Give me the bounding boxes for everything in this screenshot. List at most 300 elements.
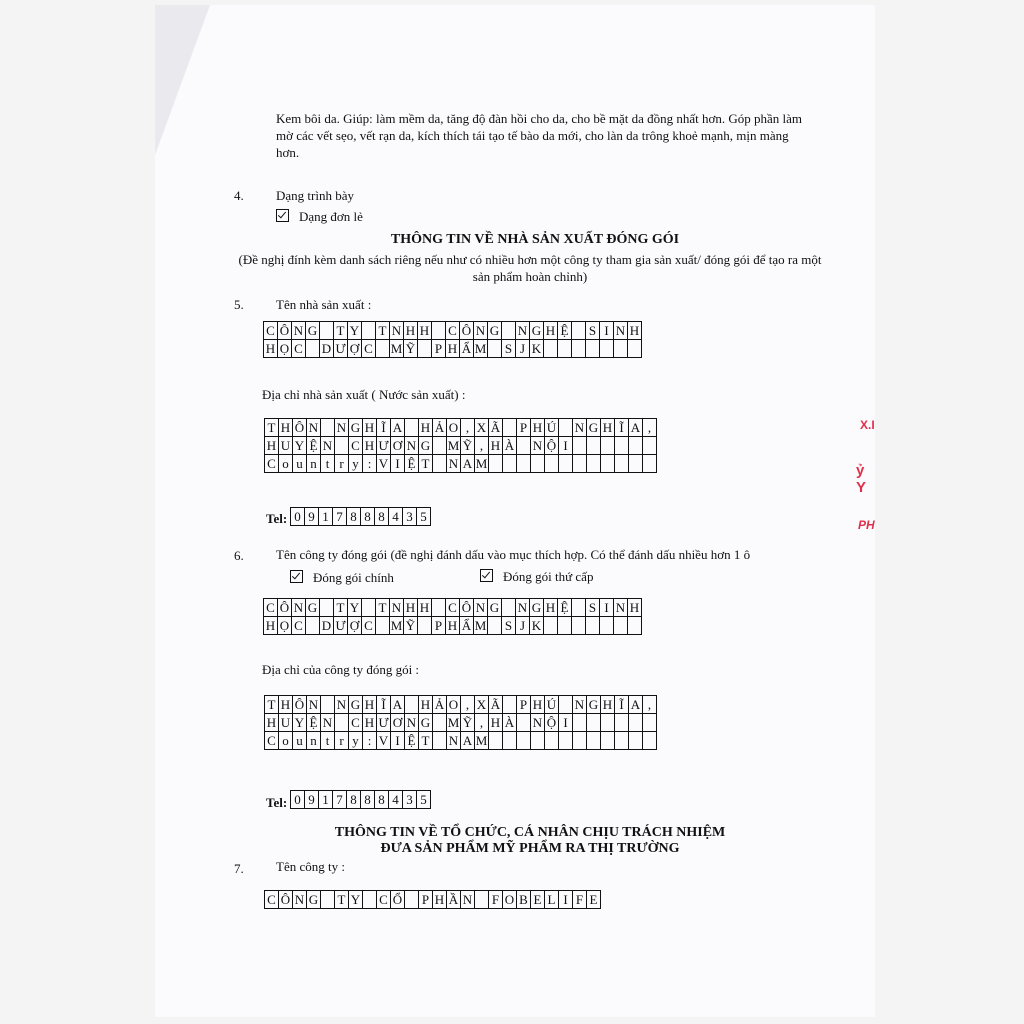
grid-cell: Ỹ — [404, 617, 418, 635]
grid-cell: Ệ — [405, 732, 419, 750]
grid-cell: H — [279, 419, 293, 437]
grid-cell: D — [320, 617, 334, 635]
grid-cell: H — [419, 696, 433, 714]
grid-cell — [601, 455, 615, 473]
grid-cell — [545, 732, 559, 750]
grid-cell: H — [531, 696, 545, 714]
grid-cell: I — [559, 714, 573, 732]
grid-cell — [628, 617, 642, 635]
grid-cell: S — [586, 599, 600, 617]
grid-cell: N — [321, 437, 335, 455]
grid-cell: F — [489, 891, 503, 909]
grid-cell: A — [391, 696, 405, 714]
grid-cell: Ư — [335, 341, 346, 356]
grid-cell: C — [292, 340, 306, 358]
grid-cell: Ệ — [307, 714, 321, 732]
grid-cell: Ô — [460, 322, 474, 340]
grid-cell: 7 — [333, 791, 347, 809]
grid-cell: H — [404, 599, 418, 617]
grid-cell: Y — [348, 599, 362, 617]
grid-cell: Ơ — [391, 437, 405, 455]
grid-cell: 1 — [319, 791, 333, 809]
manufacturer-section-note: (Đề nghị đính kèm danh sách riêng nếu như có nhiều hơn một công ty tham gia sản xuất/ đóng gói để tạo ra một sản phẩm hoàn chỉnh) — [238, 252, 822, 284]
grid-cell: Ộ — [545, 437, 559, 455]
grid-row — [265, 732, 657, 750]
grid-cell: V — [377, 732, 391, 750]
grid-cell: n — [307, 732, 321, 750]
grid-cell: P — [419, 891, 433, 909]
grid-cell — [433, 714, 447, 732]
grid-cell: : — [363, 455, 377, 473]
grid-cell: N — [531, 714, 545, 732]
grid-cell — [517, 714, 531, 732]
grid-cell: O — [447, 419, 461, 437]
grid-cell: G — [587, 419, 601, 437]
checkbox-icon[interactable] — [276, 209, 289, 222]
grid-cell — [488, 617, 502, 635]
grid-cell — [321, 419, 335, 437]
grid-cell: M — [474, 341, 487, 356]
grid-cell: H — [531, 419, 545, 437]
stamp-text-2: ỷ Y — [856, 462, 867, 496]
grid-cell: H — [628, 322, 642, 340]
grid-cell: X — [475, 696, 489, 714]
grid-cell — [572, 340, 586, 358]
grid-cell: , — [643, 419, 657, 437]
grid-cell: N — [307, 696, 321, 714]
grid-cell: H — [433, 891, 447, 909]
grid-cell — [517, 437, 531, 455]
grid-cell — [362, 322, 376, 340]
grid-cell: 9 — [305, 508, 319, 526]
grid-cell: T — [265, 419, 279, 437]
grid-cell: P — [432, 617, 446, 635]
grid-cell: Y — [293, 714, 307, 732]
grid-cell: Ư — [335, 618, 346, 633]
grid-cell: 0 — [291, 791, 305, 809]
grid-cell: M — [390, 341, 403, 356]
packer-name-grid — [263, 598, 642, 635]
grid-cell: G — [530, 599, 544, 617]
grid-cell: M — [447, 715, 460, 730]
grid-cell — [544, 617, 558, 635]
grid-cell: N — [614, 599, 628, 617]
section-7-label: Tên công ty : — [276, 859, 345, 874]
grid-cell: H — [279, 696, 293, 714]
grid-cell — [601, 437, 615, 455]
grid-cell: G — [419, 714, 433, 732]
manufacturer-tel-grid — [290, 507, 431, 526]
grid-cell: Ĩ — [615, 419, 629, 437]
grid-cell — [489, 732, 503, 750]
grid-cell: 8 — [361, 791, 375, 809]
grid-cell: N — [390, 599, 404, 617]
grid-cell: S — [586, 322, 600, 340]
grid-cell: P — [517, 419, 531, 437]
grid-cell: Ộ — [545, 714, 559, 732]
grid-cell: N — [516, 599, 530, 617]
grid-cell: E — [587, 891, 601, 909]
grid-cell: N — [447, 732, 461, 750]
grid-cell: M — [447, 438, 460, 453]
grid-cell — [587, 455, 601, 473]
grid-cell — [558, 617, 572, 635]
checkbox-icon[interactable] — [290, 570, 303, 583]
grid-cell: N — [292, 322, 306, 340]
grid-cell: H — [628, 599, 642, 617]
grid-cell: Ô — [278, 599, 292, 617]
grid-cell — [335, 437, 349, 455]
grid-cell: Ỹ — [461, 437, 475, 455]
grid-cell — [544, 340, 558, 358]
grid-cell: S — [502, 340, 516, 358]
grid-cell — [503, 696, 517, 714]
grid-cell: u — [293, 455, 307, 473]
grid-cell: o — [279, 732, 293, 750]
grid-cell: D — [320, 340, 334, 358]
grid-cell: , — [475, 714, 489, 732]
grid-cell: r — [335, 732, 349, 750]
grid-cell: Ỹ — [404, 340, 418, 358]
grid-cell: 8 — [361, 508, 375, 526]
grid-cell: I — [391, 732, 405, 750]
grid-cell — [600, 617, 614, 635]
grid-cell: N — [321, 714, 335, 732]
manufacturer-address-grid — [264, 418, 657, 473]
grid-cell: C — [377, 891, 391, 909]
grid-cell: G — [587, 696, 601, 714]
section-5-label: Tên nhà sản xuất : — [276, 297, 372, 312]
grid-cell: C — [362, 617, 376, 635]
responsible-section-title-line1: THÔNG TIN VỀ TỔ CHỨC, CÁ NHÂN CHỊU TRÁCH NHIỆM — [334, 825, 726, 840]
stamp-text-1: X.I — [860, 418, 875, 432]
grid-row — [264, 340, 642, 358]
option-label: Đóng gói thứ cấp — [503, 569, 594, 584]
grid-cell — [363, 891, 377, 909]
grid-cell — [572, 617, 586, 635]
grid-cell — [432, 322, 446, 340]
packer-address-grid — [264, 695, 657, 750]
grid-cell — [572, 322, 586, 340]
grid-cell — [559, 732, 573, 750]
grid-cell — [405, 696, 419, 714]
grid-row — [265, 696, 657, 714]
grid-cell: F — [573, 891, 587, 909]
grid-cell: A — [629, 696, 643, 714]
grid-cell — [418, 617, 432, 635]
grid-cell: G — [306, 599, 320, 617]
grid-cell: G — [307, 891, 321, 909]
grid-cell — [615, 732, 629, 750]
grid-cell — [503, 455, 517, 473]
grid-cell: Ổ — [391, 891, 405, 909]
grid-cell: Ệ — [558, 599, 572, 617]
grid-cell — [572, 599, 586, 617]
packing-secondary-option[interactable] — [480, 568, 593, 585]
grid-cell: Y — [348, 322, 362, 340]
grid-cell: H — [264, 617, 278, 635]
grid-cell: Ĩ — [615, 696, 629, 714]
grid-cell: Ư — [378, 715, 389, 730]
grid-cell: N — [335, 419, 349, 437]
grid-cell: I — [600, 322, 614, 340]
grid-cell: C — [362, 340, 376, 358]
grid-cell: N — [307, 419, 321, 437]
grid-cell: C — [446, 322, 460, 340]
grid-cell: M — [474, 618, 487, 633]
grid-cell: Ẩ — [460, 340, 474, 358]
grid-row — [291, 508, 431, 526]
grid-cell: Ợ — [348, 617, 362, 635]
grid-cell — [629, 455, 643, 473]
grid-cell: T — [265, 696, 279, 714]
grid-row — [265, 455, 657, 473]
grid-cell — [489, 455, 503, 473]
grid-cell: N — [461, 891, 475, 909]
grid-cell: H — [446, 617, 460, 635]
grid-cell: 4 — [389, 508, 403, 526]
grid-cell: N — [573, 696, 587, 714]
grid-cell: T — [419, 732, 433, 750]
grid-cell: Ọ — [278, 340, 292, 358]
section-6-number: 6. — [234, 548, 244, 563]
grid-cell — [433, 455, 447, 473]
grid-cell: I — [600, 599, 614, 617]
grid-cell: Ú — [545, 419, 559, 437]
grid-cell: Ọ — [278, 617, 292, 635]
grid-cell: u — [293, 732, 307, 750]
grid-cell: G — [488, 322, 502, 340]
grid-cell: H — [544, 322, 558, 340]
grid-cell — [362, 599, 376, 617]
grid-cell: Ĩ — [377, 696, 391, 714]
grid-cell: I — [391, 455, 405, 473]
grid-cell: , — [475, 437, 489, 455]
grid-cell — [601, 732, 615, 750]
grid-cell: B — [517, 891, 531, 909]
grid-cell: V — [377, 455, 391, 473]
option-label: Đóng gói chính — [313, 570, 394, 585]
grid-cell: C — [265, 455, 279, 473]
grid-row — [264, 617, 642, 635]
grid-cell: Ỹ — [461, 714, 475, 732]
grid-cell: C — [349, 714, 363, 732]
grid-cell: Ã — [489, 419, 503, 437]
grid-cell: L — [545, 891, 559, 909]
grid-cell: Ô — [293, 419, 307, 437]
grid-cell — [643, 455, 657, 473]
grid-cell: C — [264, 322, 278, 340]
grid-cell: 5 — [417, 508, 431, 526]
grid-cell — [587, 714, 601, 732]
grid-cell: 8 — [375, 791, 389, 809]
grid-cell: A — [629, 419, 643, 437]
grid-cell: H — [601, 696, 615, 714]
grid-cell: r — [335, 455, 349, 473]
grid-cell — [558, 340, 572, 358]
grid-cell — [629, 714, 643, 732]
grid-cell: Ô — [279, 891, 293, 909]
grid-cell: K — [530, 340, 544, 358]
grid-cell: Ô — [278, 322, 292, 340]
grid-cell: G — [349, 419, 363, 437]
grid-cell: , — [461, 696, 475, 714]
section-4-number: 4. — [234, 188, 244, 203]
manufacturer-section-title: THÔNG TIN VỀ NHÀ SẢN XUẤT ĐÓNG GÓI — [390, 232, 680, 247]
grid-row — [265, 419, 657, 437]
grid-row — [264, 322, 642, 340]
grid-cell: Ã — [489, 696, 503, 714]
grid-cell: o — [279, 455, 293, 473]
responsible-section-title-line2: ĐƯA SẢN PHẨM MỸ PHẨM RA THỊ TRƯỜNG — [380, 841, 680, 856]
grid-row — [265, 437, 657, 455]
grid-cell: H — [446, 340, 460, 358]
grid-cell: I — [559, 891, 573, 909]
grid-cell: C — [264, 599, 278, 617]
manufacturer-address-label: Địa chỉ nhà sản xuất ( Nước sản xuất) : — [262, 387, 466, 402]
grid-cell — [600, 340, 614, 358]
grid-cell: Ô — [460, 599, 474, 617]
grid-cell: O — [503, 891, 517, 909]
grid-cell: 7 — [333, 508, 347, 526]
grid-cell — [433, 732, 447, 750]
grid-cell: C — [292, 617, 306, 635]
grid-cell — [559, 696, 573, 714]
grid-cell: : — [363, 732, 377, 750]
grid-cell: A — [461, 455, 475, 473]
grid-cell — [432, 599, 446, 617]
grid-cell — [488, 340, 502, 358]
grid-cell — [517, 455, 531, 473]
grid-cell — [586, 617, 600, 635]
grid-cell — [306, 340, 320, 358]
section-4-option[interactable] — [276, 208, 363, 225]
grid-cell — [628, 340, 642, 358]
grid-cell — [531, 455, 545, 473]
grid-cell — [586, 340, 600, 358]
grid-cell — [502, 322, 516, 340]
grid-cell: 0 — [291, 508, 305, 526]
grid-cell: 8 — [347, 508, 361, 526]
packer-tel-grid — [290, 790, 431, 809]
grid-cell — [503, 419, 517, 437]
grid-cell: T — [419, 455, 433, 473]
grid-cell: Y — [293, 437, 307, 455]
grid-cell: H — [601, 419, 615, 437]
grid-cell: 3 — [403, 508, 417, 526]
grid-cell — [475, 891, 489, 909]
grid-cell — [335, 714, 349, 732]
grid-cell: C — [265, 891, 279, 909]
grid-cell: Ơ — [391, 714, 405, 732]
grid-cell: , — [461, 419, 475, 437]
grid-cell: G — [530, 322, 544, 340]
grid-cell: E — [531, 891, 545, 909]
packing-primary-option[interactable] — [290, 569, 394, 586]
section-7-number: 7. — [234, 861, 244, 876]
grid-cell: G — [419, 437, 433, 455]
grid-cell: H — [544, 599, 558, 617]
grid-cell: U — [279, 437, 293, 455]
grid-cell: N — [573, 419, 587, 437]
checkbox-icon[interactable] — [480, 569, 493, 582]
grid-cell: G — [349, 696, 363, 714]
grid-cell: H — [418, 599, 432, 617]
grid-cell: H — [265, 437, 279, 455]
grid-cell: H — [264, 340, 278, 358]
grid-row — [291, 791, 431, 809]
grid-cell — [573, 732, 587, 750]
manufacturer-name-grid — [263, 321, 642, 358]
grid-cell: C — [349, 437, 363, 455]
grid-cell: J — [516, 617, 530, 635]
grid-cell — [502, 599, 516, 617]
grid-cell: H — [363, 696, 377, 714]
grid-cell: Ả — [433, 419, 447, 437]
stamp-text-3: PH — [858, 518, 875, 532]
grid-cell: Ẩ — [460, 617, 474, 635]
grid-cell — [573, 455, 587, 473]
grid-cell: Ĩ — [377, 419, 391, 437]
grid-cell: Ả — [433, 696, 447, 714]
grid-cell: N — [335, 696, 349, 714]
grid-cell: J — [516, 340, 530, 358]
grid-cell: A — [391, 419, 405, 437]
grid-cell: Ệ — [307, 437, 321, 455]
grid-cell: Ú — [545, 696, 559, 714]
grid-cell: H — [489, 437, 503, 455]
section-4-label: Dạng trình bày — [276, 188, 354, 203]
grid-cell: H — [404, 322, 418, 340]
grid-cell: 9 — [305, 791, 319, 809]
grid-cell: t — [321, 732, 335, 750]
section-5-number: 5. — [234, 297, 244, 312]
grid-cell — [321, 891, 335, 909]
grid-cell — [615, 437, 629, 455]
grid-cell: y — [349, 455, 363, 473]
grid-cell — [601, 714, 615, 732]
grid-cell: C — [446, 599, 460, 617]
grid-cell: Ệ — [405, 455, 419, 473]
manufacturer-tel-label: Tel: — [266, 511, 288, 526]
grid-cell: K — [530, 617, 544, 635]
grid-cell — [559, 455, 573, 473]
grid-row — [265, 714, 657, 732]
grid-cell: 5 — [417, 791, 431, 809]
grid-cell — [405, 891, 419, 909]
grid-cell: 8 — [375, 508, 389, 526]
grid-cell — [321, 696, 335, 714]
grid-cell: T — [376, 599, 390, 617]
grid-cell: À — [503, 437, 517, 455]
grid-cell — [573, 437, 587, 455]
grid-cell: t — [321, 455, 335, 473]
grid-cell: N — [474, 322, 488, 340]
grid-cell: N — [405, 714, 419, 732]
grid-cell — [573, 714, 587, 732]
grid-cell: M — [475, 733, 488, 748]
grid-cell — [320, 599, 334, 617]
grid-cell — [559, 419, 573, 437]
grid-cell — [503, 732, 517, 750]
grid-cell: n — [307, 455, 321, 473]
grid-cell — [376, 617, 390, 635]
grid-cell: H — [265, 714, 279, 732]
grid-cell — [629, 732, 643, 750]
grid-cell — [587, 732, 601, 750]
page-fold-shadow — [155, 5, 210, 155]
intro-description: Kem bôi da. Giúp: làm mềm da, tăng độ đàn hồi cho da, cho bề mặt da đồng nhất hơn. Góp phần làm mờ các vết sẹo, vết rạn da, kích thích tái tạo tế bào da mới, cho làn da trông khoẻ mạnh, mịn màng hơn. — [276, 111, 803, 160]
